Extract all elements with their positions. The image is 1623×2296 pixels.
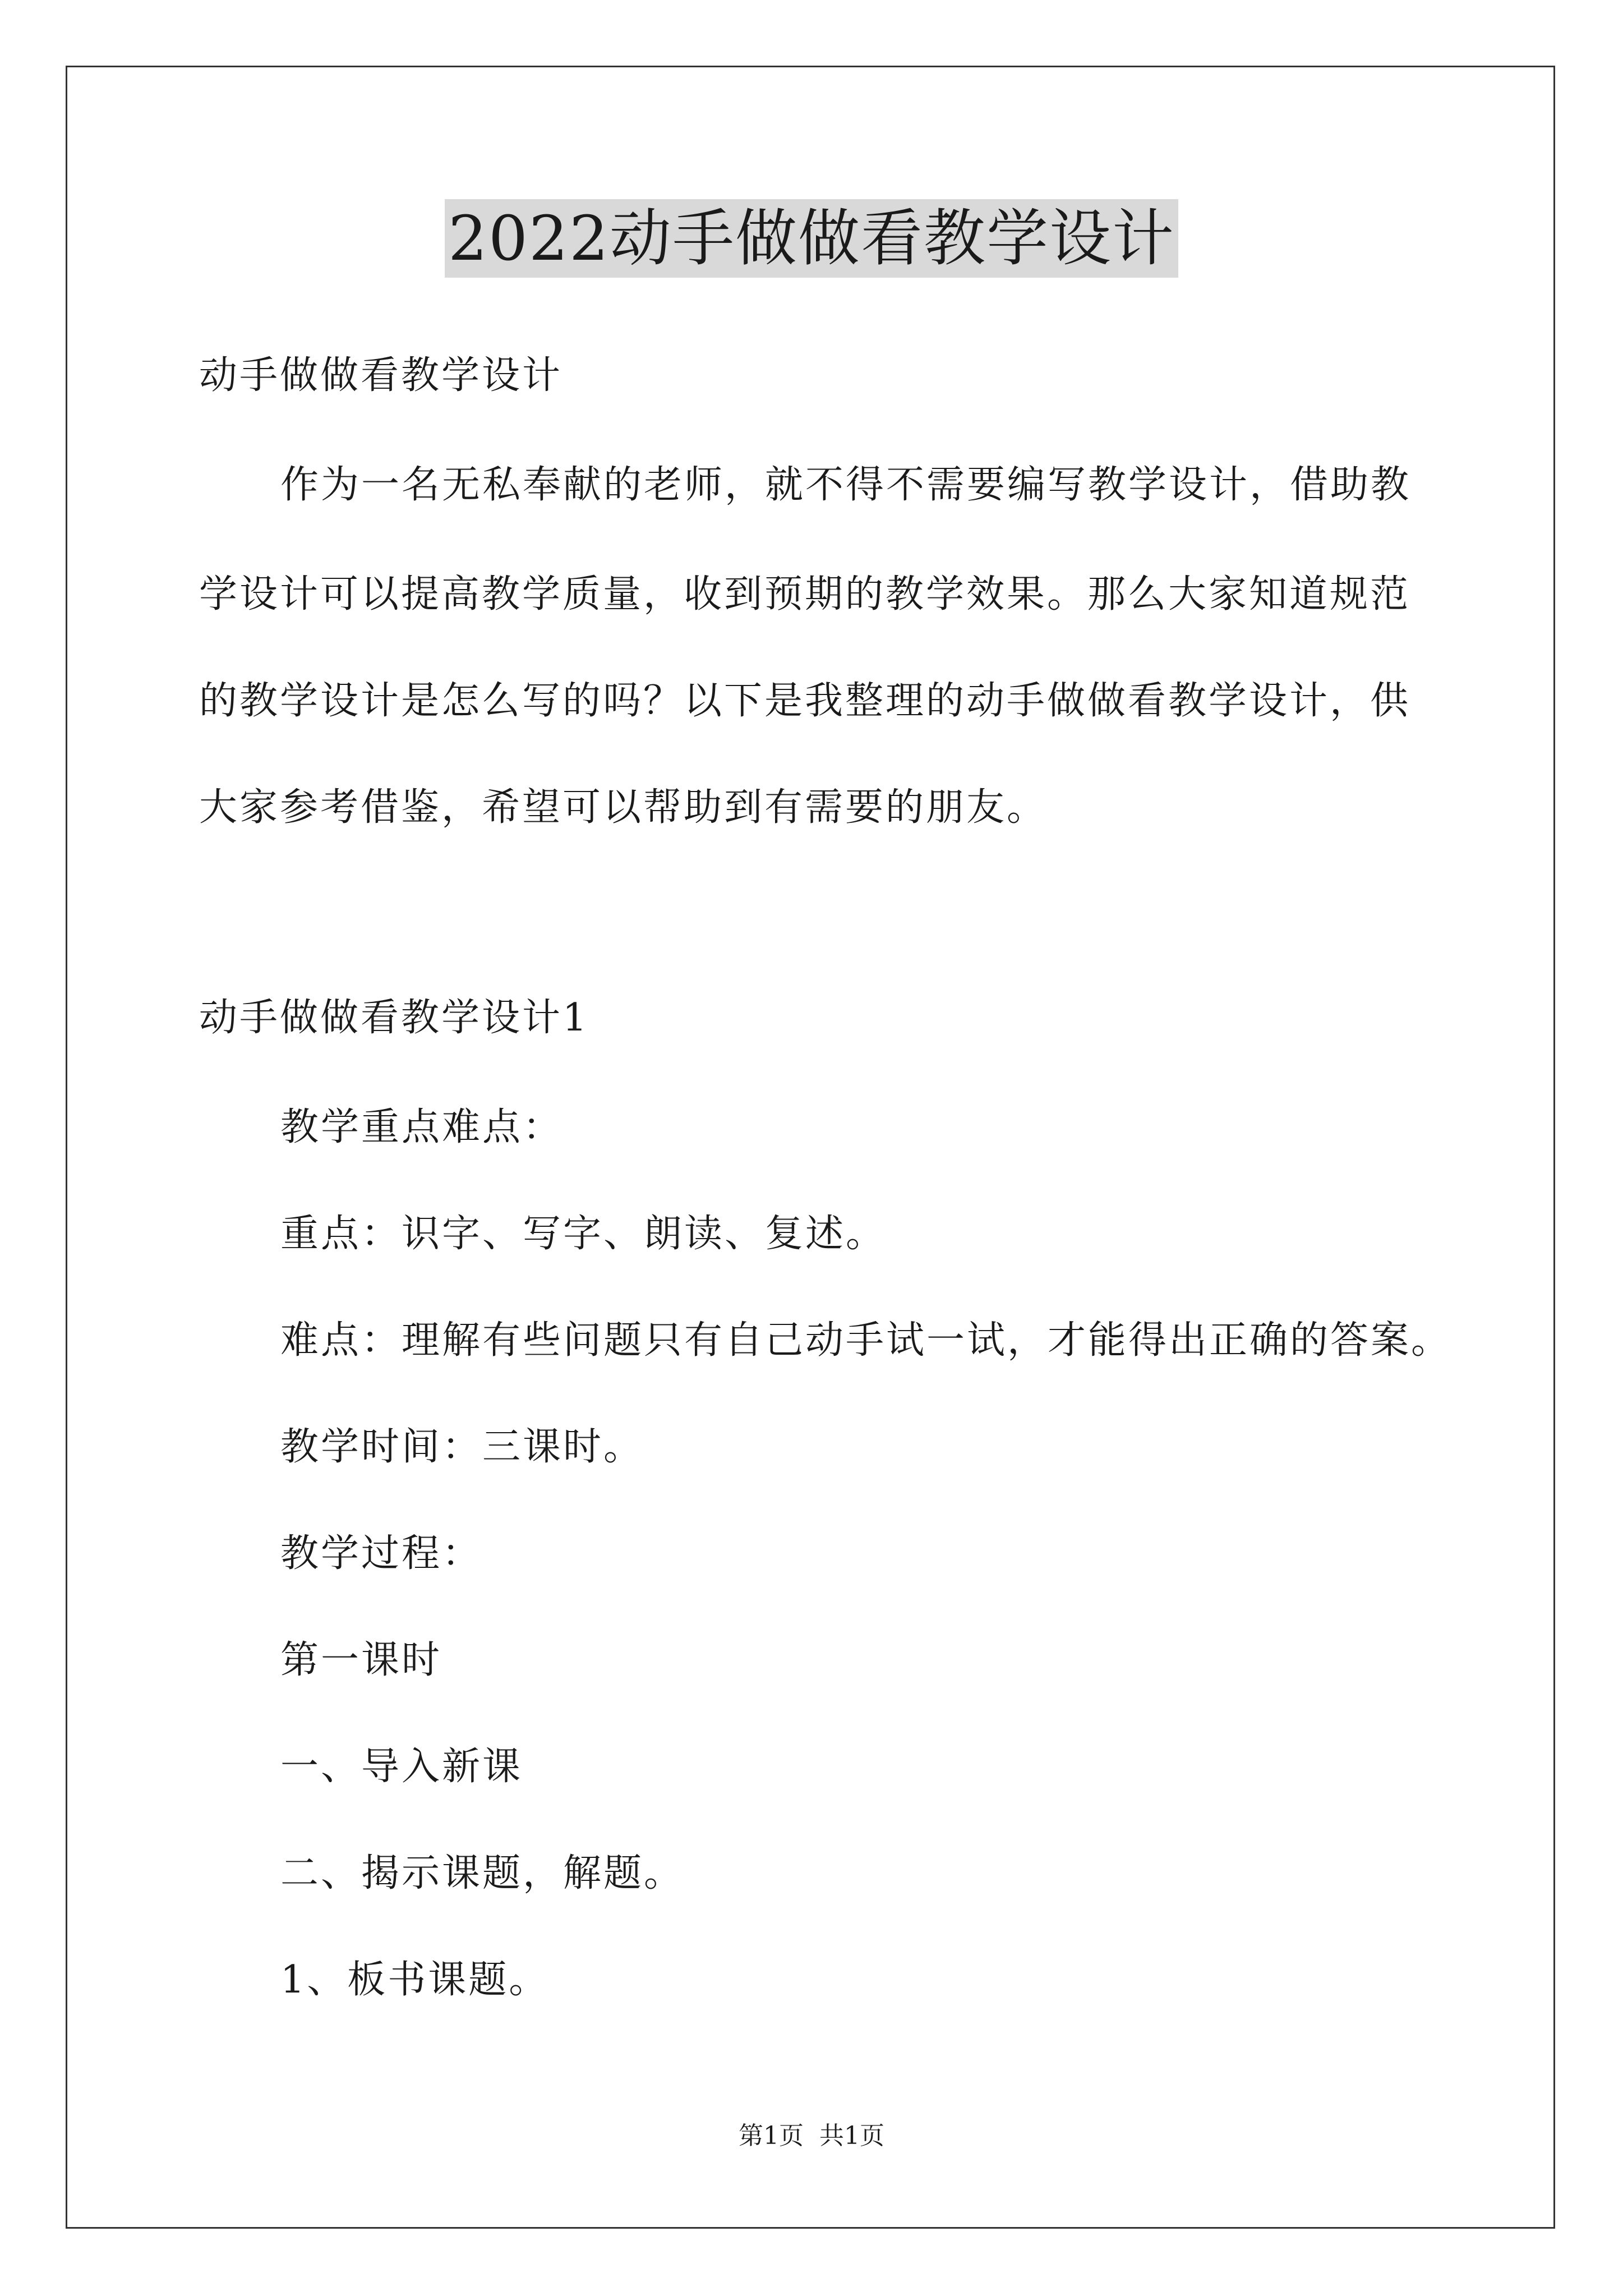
paragraph-line: 1、板书课题。 <box>280 1958 550 2002</box>
paragraph-line: 教学过程： <box>280 1531 483 1576</box>
paragraph-line: 大家参考借鉴，希望可以帮助到有需要的朋友。 <box>199 785 1048 830</box>
title-container <box>0 199 1623 278</box>
paragraph-line: 二、揭示课题，解题。 <box>280 1851 685 1895</box>
paragraph-line: 一、导入新课 <box>280 1745 523 1789</box>
paragraph-line: 学设计可以提高教学质量，收到预期的教学效果。那么大家知道规范 <box>199 572 1411 616</box>
document-title: 2022动手做做看教学设计 <box>445 199 1178 278</box>
paragraph-line: 的教学设计是怎么写的吗？以下是我整理的动手做做看教学设计，供 <box>199 679 1411 723</box>
paragraph-line: 教学时间：三课时。 <box>280 1425 644 1469</box>
paragraph-line: 教学重点难点： <box>280 1105 564 1149</box>
page-total: 共1页 <box>819 2122 884 2150</box>
paragraph-line: 第一课时 <box>280 1638 442 1682</box>
paragraph-line: 重点：识字、写字、朗读、复述。 <box>280 1212 887 1256</box>
page-footer <box>0 2120 1623 2152</box>
section-heading: 动手做做看教学设计1 <box>199 996 589 1040</box>
page-number: 第1页 <box>739 2122 804 2150</box>
paragraph-line: 作为一名无私奉献的老师，就不得不需要编写教学设计，借助教 <box>280 463 1412 507</box>
paragraph-line: 难点：理解有些问题只有自己动手试一试，才能得出正确的答案。 <box>280 1318 1452 1363</box>
section-heading: 动手做做看教学设计 <box>199 353 563 398</box>
